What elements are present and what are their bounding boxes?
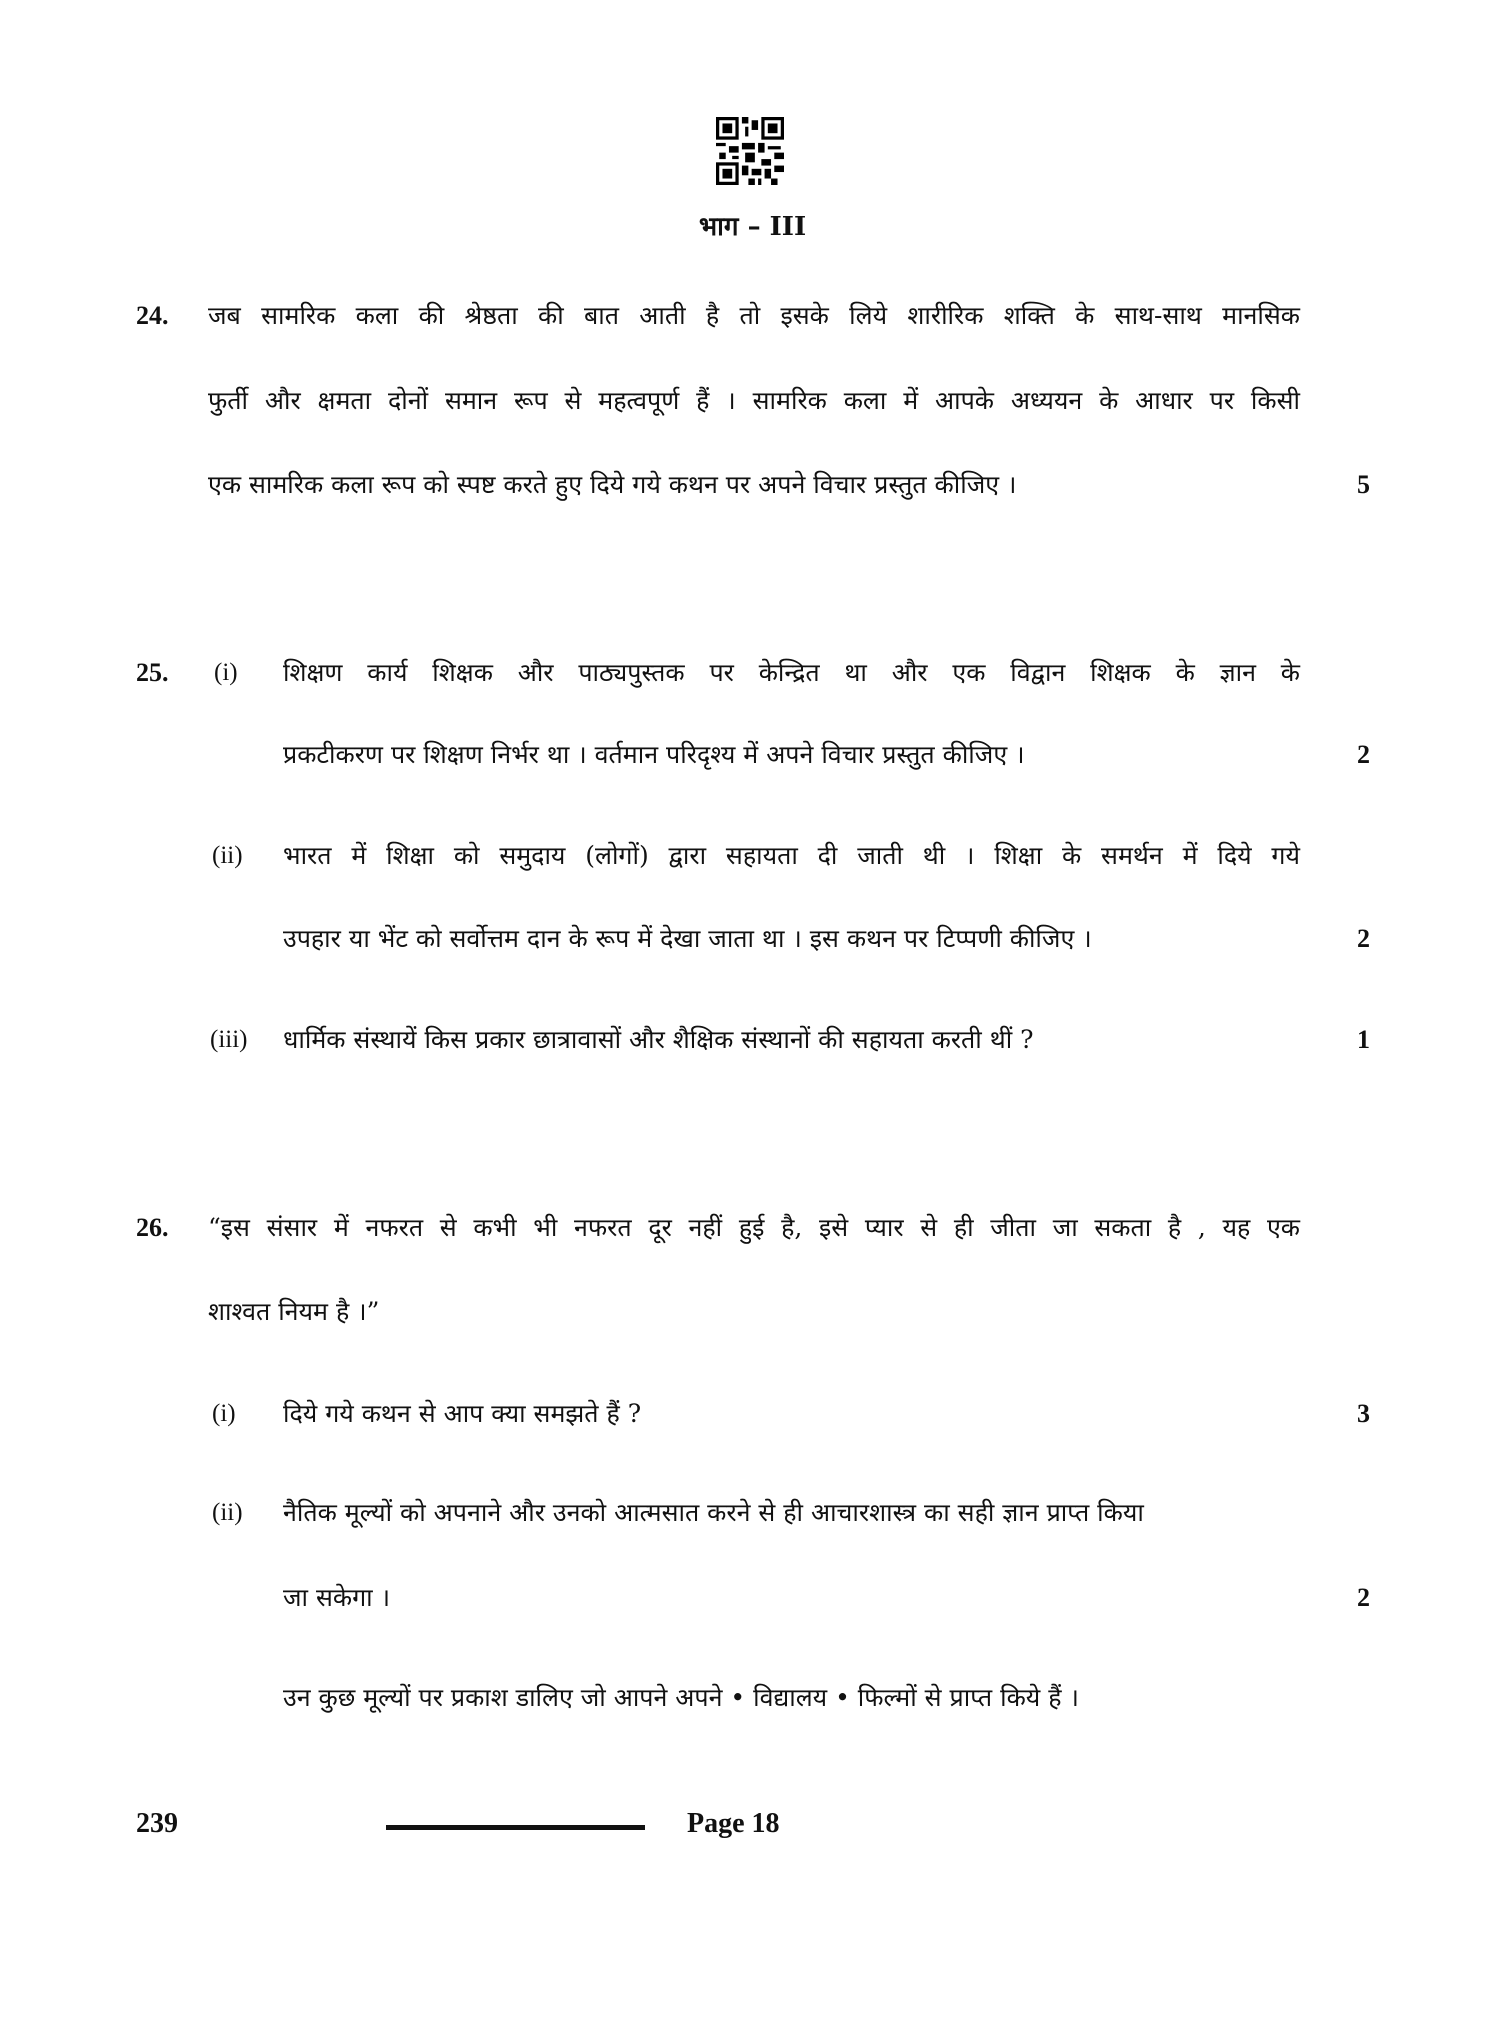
marks: 1: [1357, 1025, 1370, 1054]
question-text-line: शाश्वत नियम है ।”: [208, 1297, 380, 1326]
question-number: 25.: [136, 658, 169, 687]
part-label: (i): [212, 1400, 236, 1427]
paper-code: 239: [136, 1808, 178, 1839]
question-number: 24.: [136, 301, 169, 330]
section-heading: भाग – III: [698, 212, 807, 242]
question-text-line: प्रकटीकरण पर शिक्षण निर्भर था । वर्तमान परिदृश्य में अपने विचार प्रस्तुत कीजिए ।: [283, 740, 1025, 769]
question-text-line: दिये गये कथन से आप क्या समझते हैं ?: [283, 1399, 642, 1428]
part-label: (ii): [212, 1499, 243, 1526]
question-text-line: शिक्षण कार्य शिक्षक और पाठ्यपुस्तक पर केन्द्रित था और एक विद्वान शिक्षक के ज्ञान के: [283, 658, 1300, 687]
marks: 2: [1357, 740, 1370, 769]
question-number: 26.: [136, 1213, 169, 1242]
question-text-line: फुर्ती और क्षमता दोनों समान रूप से महत्वपूर्ण हैं । सामरिक कला में आपके अध्ययन के आधार पर किसी: [208, 386, 1300, 415]
footer-divider: [386, 1825, 645, 1830]
question-text-line: भारत में शिक्षा को समुदाय (लोगों) द्वारा सहायता दी जाती थी । शिक्षा के समर्थन में दिये गये: [283, 841, 1300, 870]
marks: 3: [1357, 1399, 1370, 1428]
part-label: (iii): [210, 1026, 248, 1053]
question-text-line: जब सामरिक कला की श्रेष्ठता की बात आती है तो इसके लिये शारीरिक शक्ति के साथ-साथ मानसिक: [208, 301, 1300, 330]
question-text-line: “इस संसार में नफरत से कभी भी नफरत दूर नहीं हुई है, इसे प्यार से ही जीता जा सकता है , यह एक: [208, 1213, 1300, 1242]
question-text-line: एक सामरिक कला रूप को स्पष्ट करते हुए दिये गये कथन पर अपने विचार प्रस्तुत कीजिए ।: [208, 470, 1017, 499]
part-label: (i): [214, 659, 238, 686]
followup-question: उन कुछ मूल्यों पर प्रकाश डालिए जो आपने अपने • विद्यालय • फिल्मों से प्राप्त किये हैं ।: [283, 1683, 1079, 1712]
question-text-line: उपहार या भेंट को सर्वोत्तम दान के रूप में देखा जाता था । इस कथन पर टिप्पणी कीजिए ।: [283, 924, 1092, 953]
qr-code: [716, 117, 784, 185]
marks: 2: [1357, 924, 1370, 953]
marks: 2: [1357, 1583, 1370, 1612]
part-label: (ii): [212, 842, 243, 869]
marks: 5: [1357, 470, 1370, 499]
question-text-line: नैतिक मूल्यों को अपनाने और उनको आत्मसात करने से ही आचारशास्त्र का सही ज्ञान प्राप्त किया: [283, 1498, 1144, 1527]
question-text-line: धार्मिक संस्थायें किस प्रकार छात्रावासों और शैक्षिक संस्थानों की सहायता करती थीं ?: [283, 1025, 1034, 1054]
question-text-line: जा सकेगा ।: [283, 1583, 391, 1612]
page-number: Page 18: [687, 1808, 780, 1839]
